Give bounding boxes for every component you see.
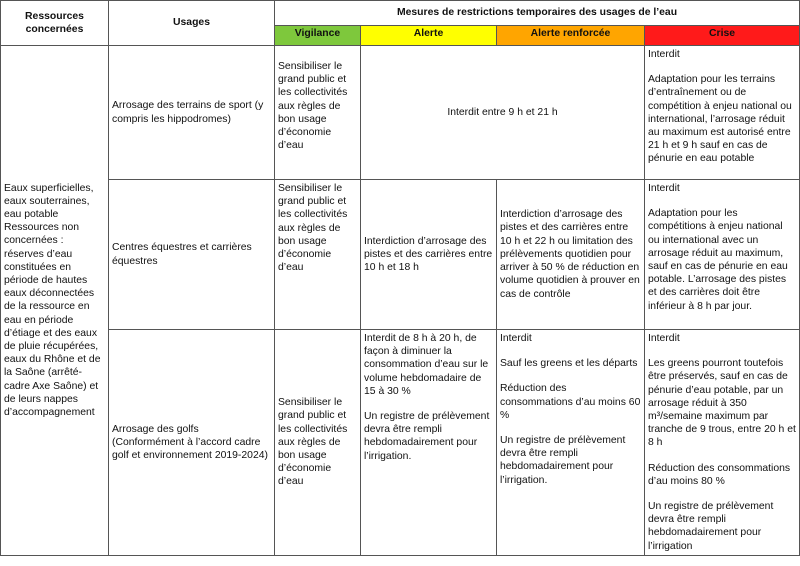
vigilance-cell: Sensibiliser le grand public et les collectivités aux règles de bon usage d’économie d’eau (275, 330, 361, 556)
crise-cell (645, 46, 800, 180)
crise-cell (645, 330, 800, 556)
crise-text: Les greens pourront toutefois être préservés, sauf en cas de pénurie d’eau potable, par un arrosage réduit à 350 m³/semaine maximum par tranche de 9 trous, entre 20 h et 8 h (648, 358, 796, 449)
level-vigilance: Vigilance (275, 25, 361, 45)
header-row (1, 1, 800, 26)
table-row (1, 180, 800, 330)
crise-text: Interdit (648, 49, 680, 60)
crise-text: Réduction des consommations d’au moins 80 % (648, 462, 791, 487)
alerte-renforcee-text: Sauf les greens et les départs (500, 358, 638, 370)
vigilance-cell: Sensibiliser le grand public et les collectivités aux règles de bon usage d’économie d’eau (275, 46, 361, 180)
alerte-text: Interdit de 8 h à 20 h, de façon à diminuer la consommation d’eau sur le volume hebdomadaire de 15 à 30 % (364, 333, 489, 397)
usage-cell: Arrosage des terrains de sport (y compris les hippodromes) (109, 46, 275, 180)
alerte-renforcee-cell: Interdiction d’arrosage des pistes et des carrières entre 10 h et 22 h ou limitation des prélèvements quotidien pour arriver à 50 % de réduction en volume quotidien à prouver en cas de contrôle (497, 180, 645, 330)
table-row (1, 330, 800, 556)
level-alerte: Alerte (361, 25, 497, 45)
crise-text: Adaptation pour les compétitions à enjeu national ou international avec un arrosage réduit au maximum, sauf en cas de pénurie en eau potable. L’arrosage des pistes et des carrières doit être inférieur à 8 h par jour. (648, 208, 788, 312)
crise-cell (645, 180, 800, 330)
level-crise: Crise (645, 25, 800, 45)
crise-text: Interdit (648, 183, 680, 194)
alerte-merged-cell: Interdit entre 9 h et 21 h (361, 46, 645, 180)
usage-cell: Arrosage des golfs (Conformément à l’accord cadre golf et environnement 2019-2024) (109, 330, 275, 556)
alerte-renforcee-text: Réduction des consommations d’au moins 60 % (500, 383, 641, 421)
alerte-cell: Interdiction d’arrosage des pistes et des carrières entre 10 h et 18 h (361, 180, 497, 330)
alerte-cell (361, 330, 497, 556)
crise-text: Adaptation pour les terrains d’entraînement ou de compétition à enjeu national ou international, l’arrosage réduit au maximum est autorisé entre 21 h et 9 h sauf en cas de pénurie en eau potable (648, 74, 792, 165)
header-resources: Ressources concernées (1, 1, 109, 46)
alerte-renforcee-text: Un registre de prélèvement devra être rempli hebdomadairement pour l’irrigation. (500, 435, 626, 486)
header-usages: Usages (109, 1, 275, 46)
header-measures: Mesures de restrictions temporaires des usages de l’eau (275, 1, 800, 26)
resource-cell: Eaux superficielles, eaux souterraines, eau potable Ressources non concernées : réserves d’eau constituées en période de hautes eaux déconnectées de la ressource en eau en période d’étiage et des eaux de pluie récupérées, eaux du Rhône et de la Saône (arrêté-cadre Axe Saône) et de leurs nappes d’accompagnement (1, 46, 109, 556)
level-alerte-renforcee: Alerte renforcée (497, 25, 645, 45)
alerte-renforcee-text: Interdit (500, 333, 532, 344)
usage-cell: Centres équestres et carrières équestres (109, 180, 275, 330)
crise-text: Interdit (648, 333, 680, 344)
table-row (1, 46, 800, 180)
alerte-renforcee-cell (497, 330, 645, 556)
alerte-text: Un registre de prélèvement devra être rempli hebdomadairement pour l’irrigation. (364, 411, 490, 462)
crise-text: Un registre de prélèvement devra être rempli hebdomadairement pour l’irrigation (648, 501, 774, 552)
vigilance-cell: Sensibiliser le grand public et les collectivités aux règles de bon usage d’économie d’eau (275, 180, 361, 330)
